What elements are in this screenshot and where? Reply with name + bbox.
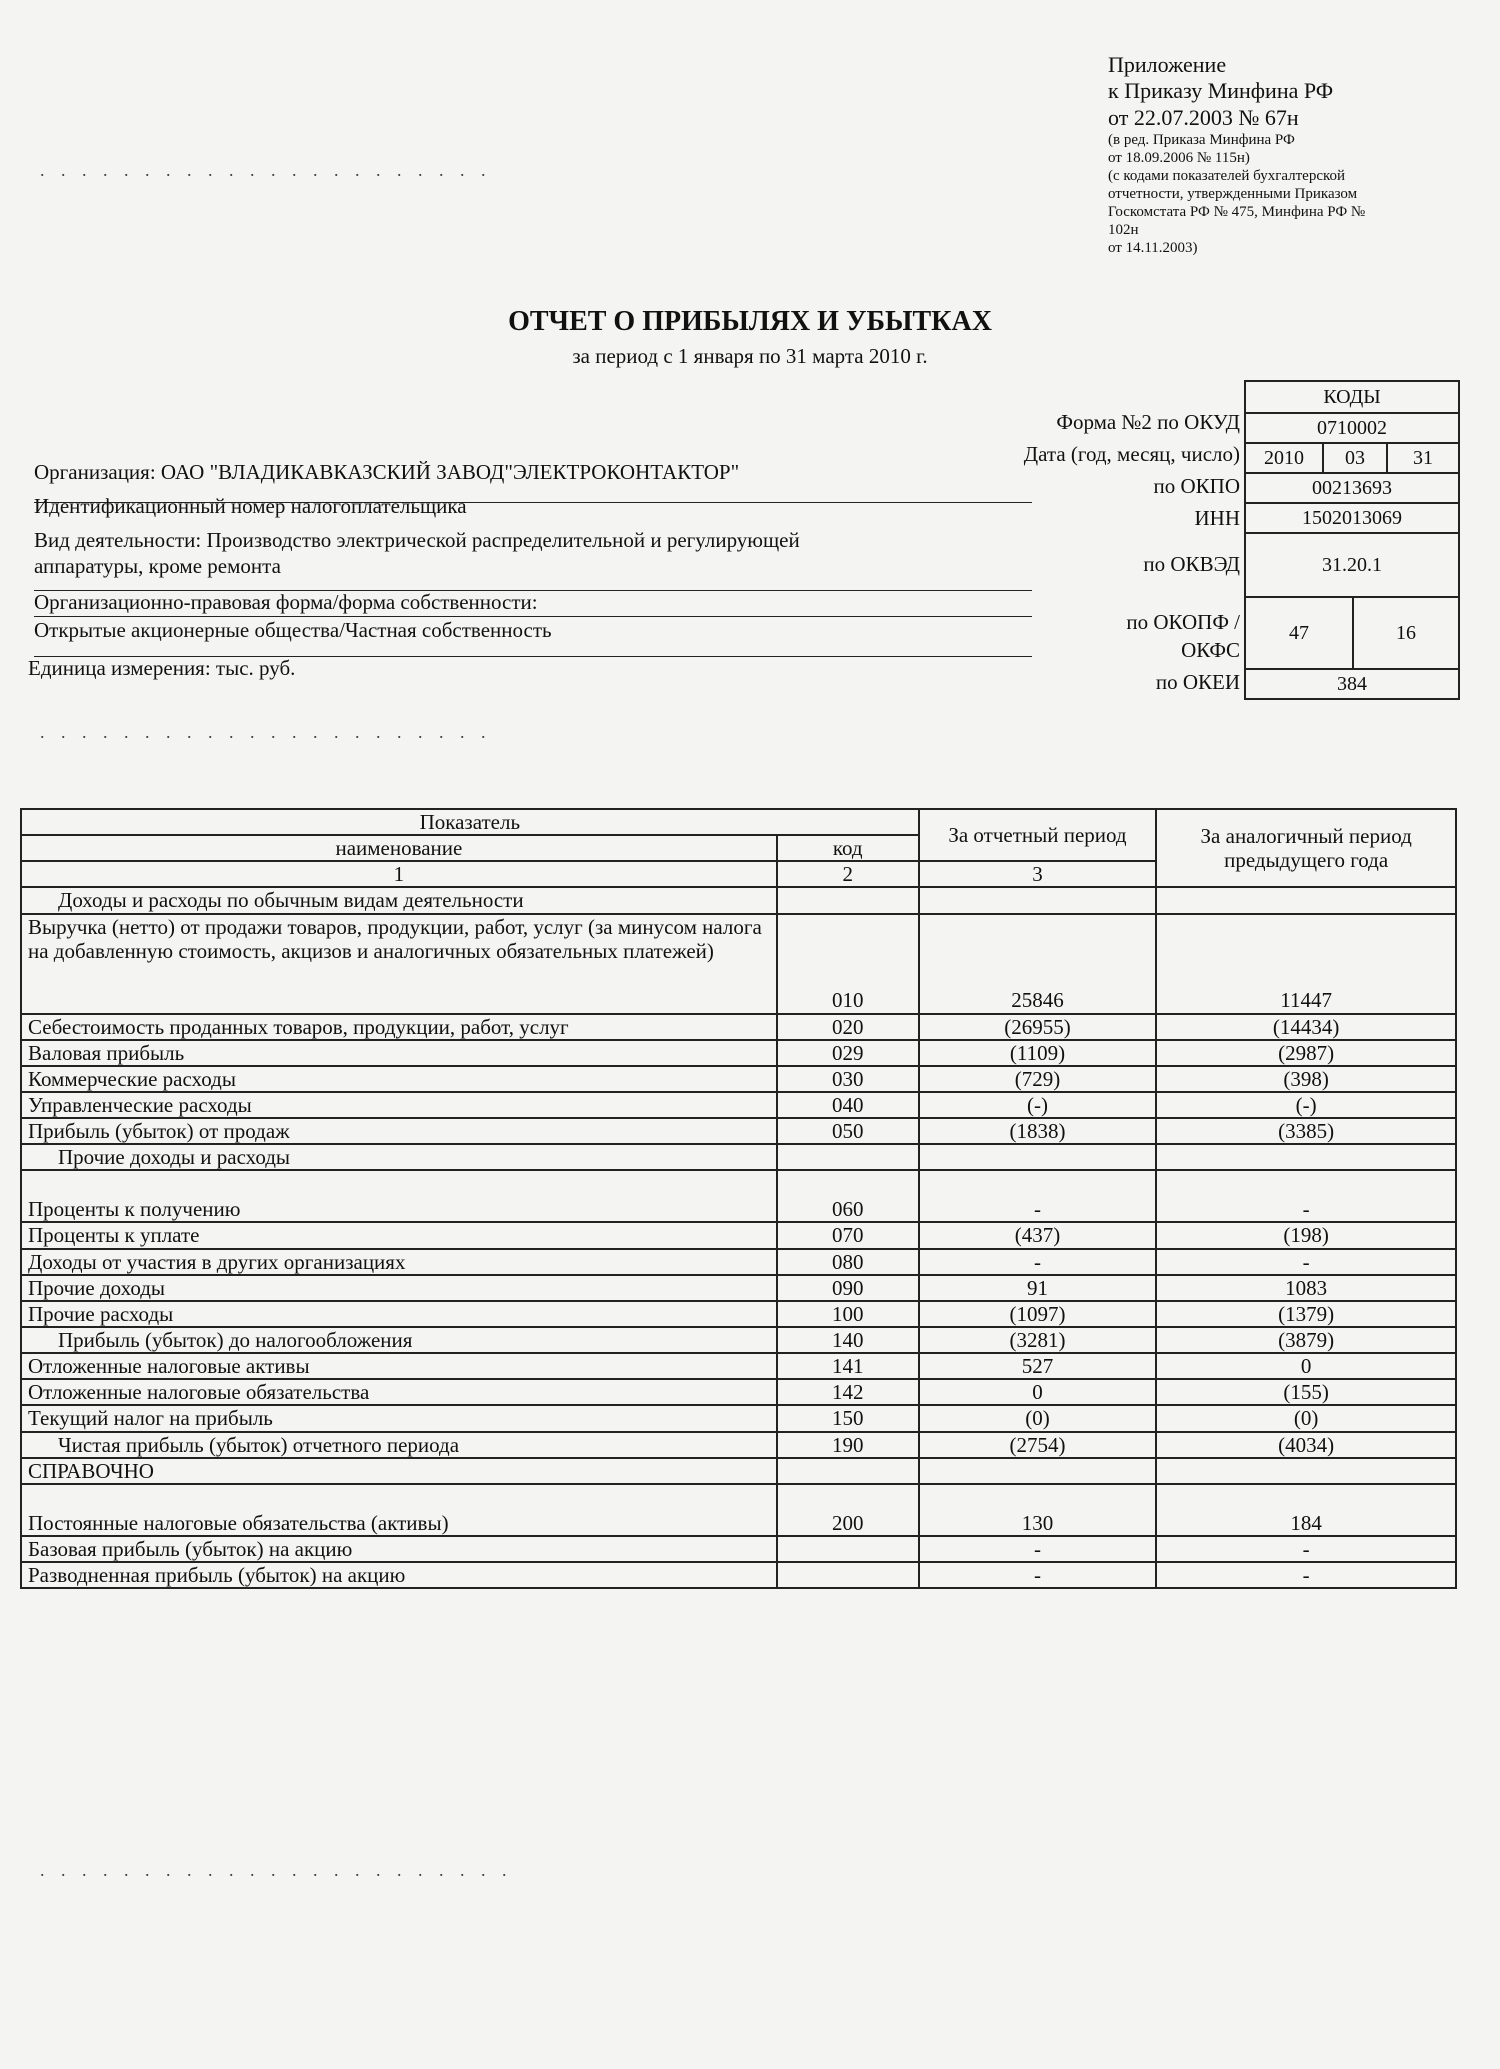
row-name: Выручка (нетто) от продажи товаров, продукции, работ, услуг (за минусом налога на добавленную стоимость, акцизов и аналогичных обязательных платежей): [21, 914, 777, 1014]
row-name: Прибыль (убыток) от продаж: [21, 1118, 777, 1144]
date-day: 31: [1386, 442, 1460, 474]
appendix-note: [1108, 52, 1488, 257]
row-name: Отложенные налоговые активы: [21, 1353, 777, 1379]
table-row: [21, 914, 1456, 1014]
okei-value: 384: [1244, 668, 1460, 700]
scan-dots: . . . . . . . . . . . . . . . . . . . . . .: [40, 722, 492, 742]
row-previous: (2987): [1156, 1040, 1456, 1066]
row-previous: 0: [1156, 1353, 1456, 1379]
table-row: [21, 1275, 1456, 1301]
row-code: 070: [777, 1222, 919, 1248]
divider: [34, 616, 1032, 617]
okopf-label: по ОКОПФ /: [1126, 610, 1240, 634]
okved-label: по ОКВЭД: [1143, 552, 1240, 576]
org-legal-form: Организационно-правовая форма/форма собственности:: [34, 590, 538, 614]
row-previous: (-): [1156, 1092, 1456, 1118]
table-row: [21, 1458, 1456, 1484]
row-code: 010: [777, 914, 919, 1014]
row-name: Прибыль (убыток) до налогообложения: [21, 1327, 777, 1353]
row-name: Постоянные налоговые обязательства (активы): [21, 1484, 777, 1536]
row-current: (1109): [919, 1040, 1157, 1066]
org-activity-cont: аппаратуры, кроме ремонта: [34, 554, 281, 578]
report-period: за период с 1 января по 31 марта 2010 г.: [572, 344, 928, 368]
row-name: Прочие расходы: [21, 1301, 777, 1327]
header-col-num: 2: [777, 861, 919, 887]
table-row: [21, 1379, 1456, 1405]
org-activity: Вид деятельности: Производство электрической распределительной и регулирующей: [34, 528, 800, 552]
okopf-value: 47: [1244, 596, 1354, 670]
row-previous: (3879): [1156, 1327, 1456, 1353]
codes-header: КОДЫ: [1244, 380, 1460, 414]
row-previous: (14434): [1156, 1014, 1456, 1040]
header-code: код: [777, 835, 919, 861]
date-month: 03: [1322, 442, 1388, 474]
row-code: [777, 1562, 919, 1588]
row-current: -: [919, 1249, 1157, 1275]
row-code: 060: [777, 1170, 919, 1222]
date-year: 2010: [1244, 442, 1324, 474]
row-current: (1838): [919, 1118, 1157, 1144]
row-name: Текущий налог на прибыль: [21, 1405, 777, 1431]
table-body: [21, 887, 1456, 1588]
row-current: (1097): [919, 1301, 1157, 1327]
row-code: 142: [777, 1379, 919, 1405]
row-previous: -: [1156, 1562, 1456, 1588]
table-row: [21, 1222, 1456, 1248]
table-row: [21, 1562, 1456, 1588]
profit-loss-table: [20, 808, 1457, 1589]
appendix-line: Госкомстата РФ № 475, Минфина РФ №: [1108, 204, 1366, 221]
row-name: Валовая прибыль: [21, 1040, 777, 1066]
row-current: (-): [919, 1092, 1157, 1118]
table-row: [21, 1170, 1456, 1222]
row-code: 080: [777, 1249, 919, 1275]
header-col-num: 1: [21, 861, 777, 887]
org-inn-line: Идентификационный номер налогоплательщика: [34, 494, 467, 518]
appendix-line: (с кодами показателей бухгалтерской: [1108, 168, 1346, 185]
row-current: (0): [919, 1405, 1157, 1431]
row-previous: 11447: [1156, 914, 1456, 1014]
row-current: [919, 1458, 1157, 1484]
row-current: -: [919, 1536, 1157, 1562]
row-previous: [1156, 1458, 1456, 1484]
row-current: 130: [919, 1484, 1157, 1536]
appendix-line: от 18.09.2006 № 115н): [1108, 150, 1250, 167]
row-name: Разводненная прибыль (убыток) на акцию: [21, 1562, 777, 1588]
row-name: СПРАВОЧНО: [21, 1458, 777, 1484]
header-current-period: За отчетный период: [919, 809, 1157, 861]
row-name: Базовая прибыль (убыток) на акцию: [21, 1536, 777, 1562]
row-code: 150: [777, 1405, 919, 1431]
row-code: 020: [777, 1014, 919, 1040]
row-previous: -: [1156, 1170, 1456, 1222]
row-code: 141: [777, 1353, 919, 1379]
row-code: 050: [777, 1118, 919, 1144]
inn-label: ИНН: [1194, 506, 1240, 530]
row-previous: (398): [1156, 1066, 1456, 1092]
okei-label: по ОКЕИ: [1155, 670, 1240, 694]
table-row: [21, 1040, 1456, 1066]
row-name: Прочие доходы: [21, 1275, 777, 1301]
row-previous: [1156, 1144, 1456, 1170]
okpo-label: по ОКПО: [1153, 474, 1240, 498]
table-row: [21, 1249, 1456, 1275]
row-previous: 1083: [1156, 1275, 1456, 1301]
report-title: ОТЧЕТ О ПРИБЫЛЯХ И УБЫТКАХ: [508, 306, 992, 337]
table-row: [21, 1144, 1456, 1170]
row-name: Доходы от участия в других организациях: [21, 1249, 777, 1275]
row-code: [777, 1458, 919, 1484]
row-code: 040: [777, 1092, 919, 1118]
row-current: 25846: [919, 914, 1157, 1014]
row-current: (26955): [919, 1014, 1157, 1040]
appendix-line: от 14.11.2003): [1108, 240, 1198, 257]
table-row: [21, 1301, 1456, 1327]
row-previous: 184: [1156, 1484, 1456, 1536]
row-code: [777, 1144, 919, 1170]
org-unit: Единица измерения: тыс. руб.: [28, 656, 296, 680]
row-name: Коммерческие расходы: [21, 1066, 777, 1092]
row-code: 090: [777, 1275, 919, 1301]
row-name: Себестоимость проданных товаров, продукции, работ, услуг: [21, 1014, 777, 1040]
row-current: 0: [919, 1379, 1157, 1405]
appendix-line: к Приказу Минфина РФ: [1108, 78, 1334, 104]
row-name: Чистая прибыль (убыток) отчетного периода: [21, 1432, 777, 1458]
appendix-line: Приложение: [1108, 52, 1227, 77]
row-previous: (155): [1156, 1379, 1456, 1405]
table-row: [21, 1014, 1456, 1040]
scan-dots: . . . . . . . . . . . . . . . . . . . . . . .: [40, 1860, 513, 1880]
row-name: Проценты к получению: [21, 1170, 777, 1222]
row-previous: -: [1156, 1536, 1456, 1562]
row-current: -: [919, 1562, 1157, 1588]
inn-value: 1502013069: [1244, 502, 1460, 534]
row-code: [777, 1536, 919, 1562]
table-row: [21, 1327, 1456, 1353]
table-row: [21, 1092, 1456, 1118]
row-current: (729): [919, 1066, 1157, 1092]
okfs-label: ОКФС: [1181, 638, 1240, 662]
row-previous: -: [1156, 1249, 1456, 1275]
row-previous: (198): [1156, 1222, 1456, 1248]
row-name: Прочие доходы и расходы: [21, 1144, 777, 1170]
row-name: Проценты к уплате: [21, 1222, 777, 1248]
org-legal-form-value: Открытые акционерные общества/Частная собственность: [34, 618, 552, 642]
org-name: Организация: ОАО "ВЛАДИКАВКАЗСКИЙ ЗАВОД"ЭЛЕКТРОКОНТАКТОР": [34, 460, 740, 484]
row-previous: (0): [1156, 1405, 1456, 1431]
okud-label: Форма №2 по ОКУД: [1056, 410, 1240, 434]
appendix-line: (в ред. Приказа Минфина РФ: [1108, 132, 1295, 149]
row-code: 200: [777, 1484, 919, 1536]
header-indicator: Показатель: [21, 809, 919, 835]
table-row: [21, 1536, 1456, 1562]
row-code: 029: [777, 1040, 919, 1066]
row-current: (437): [919, 1222, 1157, 1248]
row-code: [777, 887, 919, 913]
appendix-line: от 22.07.2003 № 67н: [1108, 104, 1299, 130]
appendix-line: 102н: [1108, 222, 1139, 239]
row-code: 190: [777, 1432, 919, 1458]
row-previous: (4034): [1156, 1432, 1456, 1458]
row-name: Отложенные налоговые обязательства: [21, 1379, 777, 1405]
row-current: (3281): [919, 1327, 1157, 1353]
date-label: Дата (год, месяц, число): [1023, 442, 1240, 466]
row-code: 140: [777, 1327, 919, 1353]
row-code: 100: [777, 1301, 919, 1327]
row-current: [919, 887, 1157, 913]
table-row: [21, 1118, 1456, 1144]
okpo-value: 00213693: [1244, 472, 1460, 504]
table-row: [21, 887, 1456, 913]
table-row: [21, 1484, 1456, 1536]
row-current: -: [919, 1170, 1157, 1222]
table-row: [21, 1353, 1456, 1379]
row-previous: (3385): [1156, 1118, 1456, 1144]
table-row: [21, 1405, 1456, 1431]
row-previous: [1156, 887, 1456, 913]
row-current: 91: [919, 1275, 1157, 1301]
header-previous-period: За аналогичный период предыдущего года: [1156, 809, 1456, 887]
row-name: Управленческие расходы: [21, 1092, 777, 1118]
row-current: 527: [919, 1353, 1157, 1379]
row-current: [919, 1144, 1157, 1170]
table-row: [21, 1432, 1456, 1458]
scan-dots: . . . . . . . . . . . . . . . . . . . . . .: [40, 160, 492, 180]
row-previous: (1379): [1156, 1301, 1456, 1327]
header-col-num: 3: [919, 861, 1157, 887]
header-name: наименование: [21, 835, 777, 861]
row-name: Доходы и расходы по обычным видам деятельности: [21, 887, 777, 913]
table-row: [21, 1066, 1456, 1092]
appendix-line: отчетности, утвержденными Приказом: [1108, 186, 1358, 203]
row-current: (2754): [919, 1432, 1157, 1458]
row-code: 030: [777, 1066, 919, 1092]
okved-value: 31.20.1: [1244, 532, 1460, 598]
okfs-value: 16: [1352, 596, 1460, 670]
okud-value: 0710002: [1244, 412, 1460, 444]
